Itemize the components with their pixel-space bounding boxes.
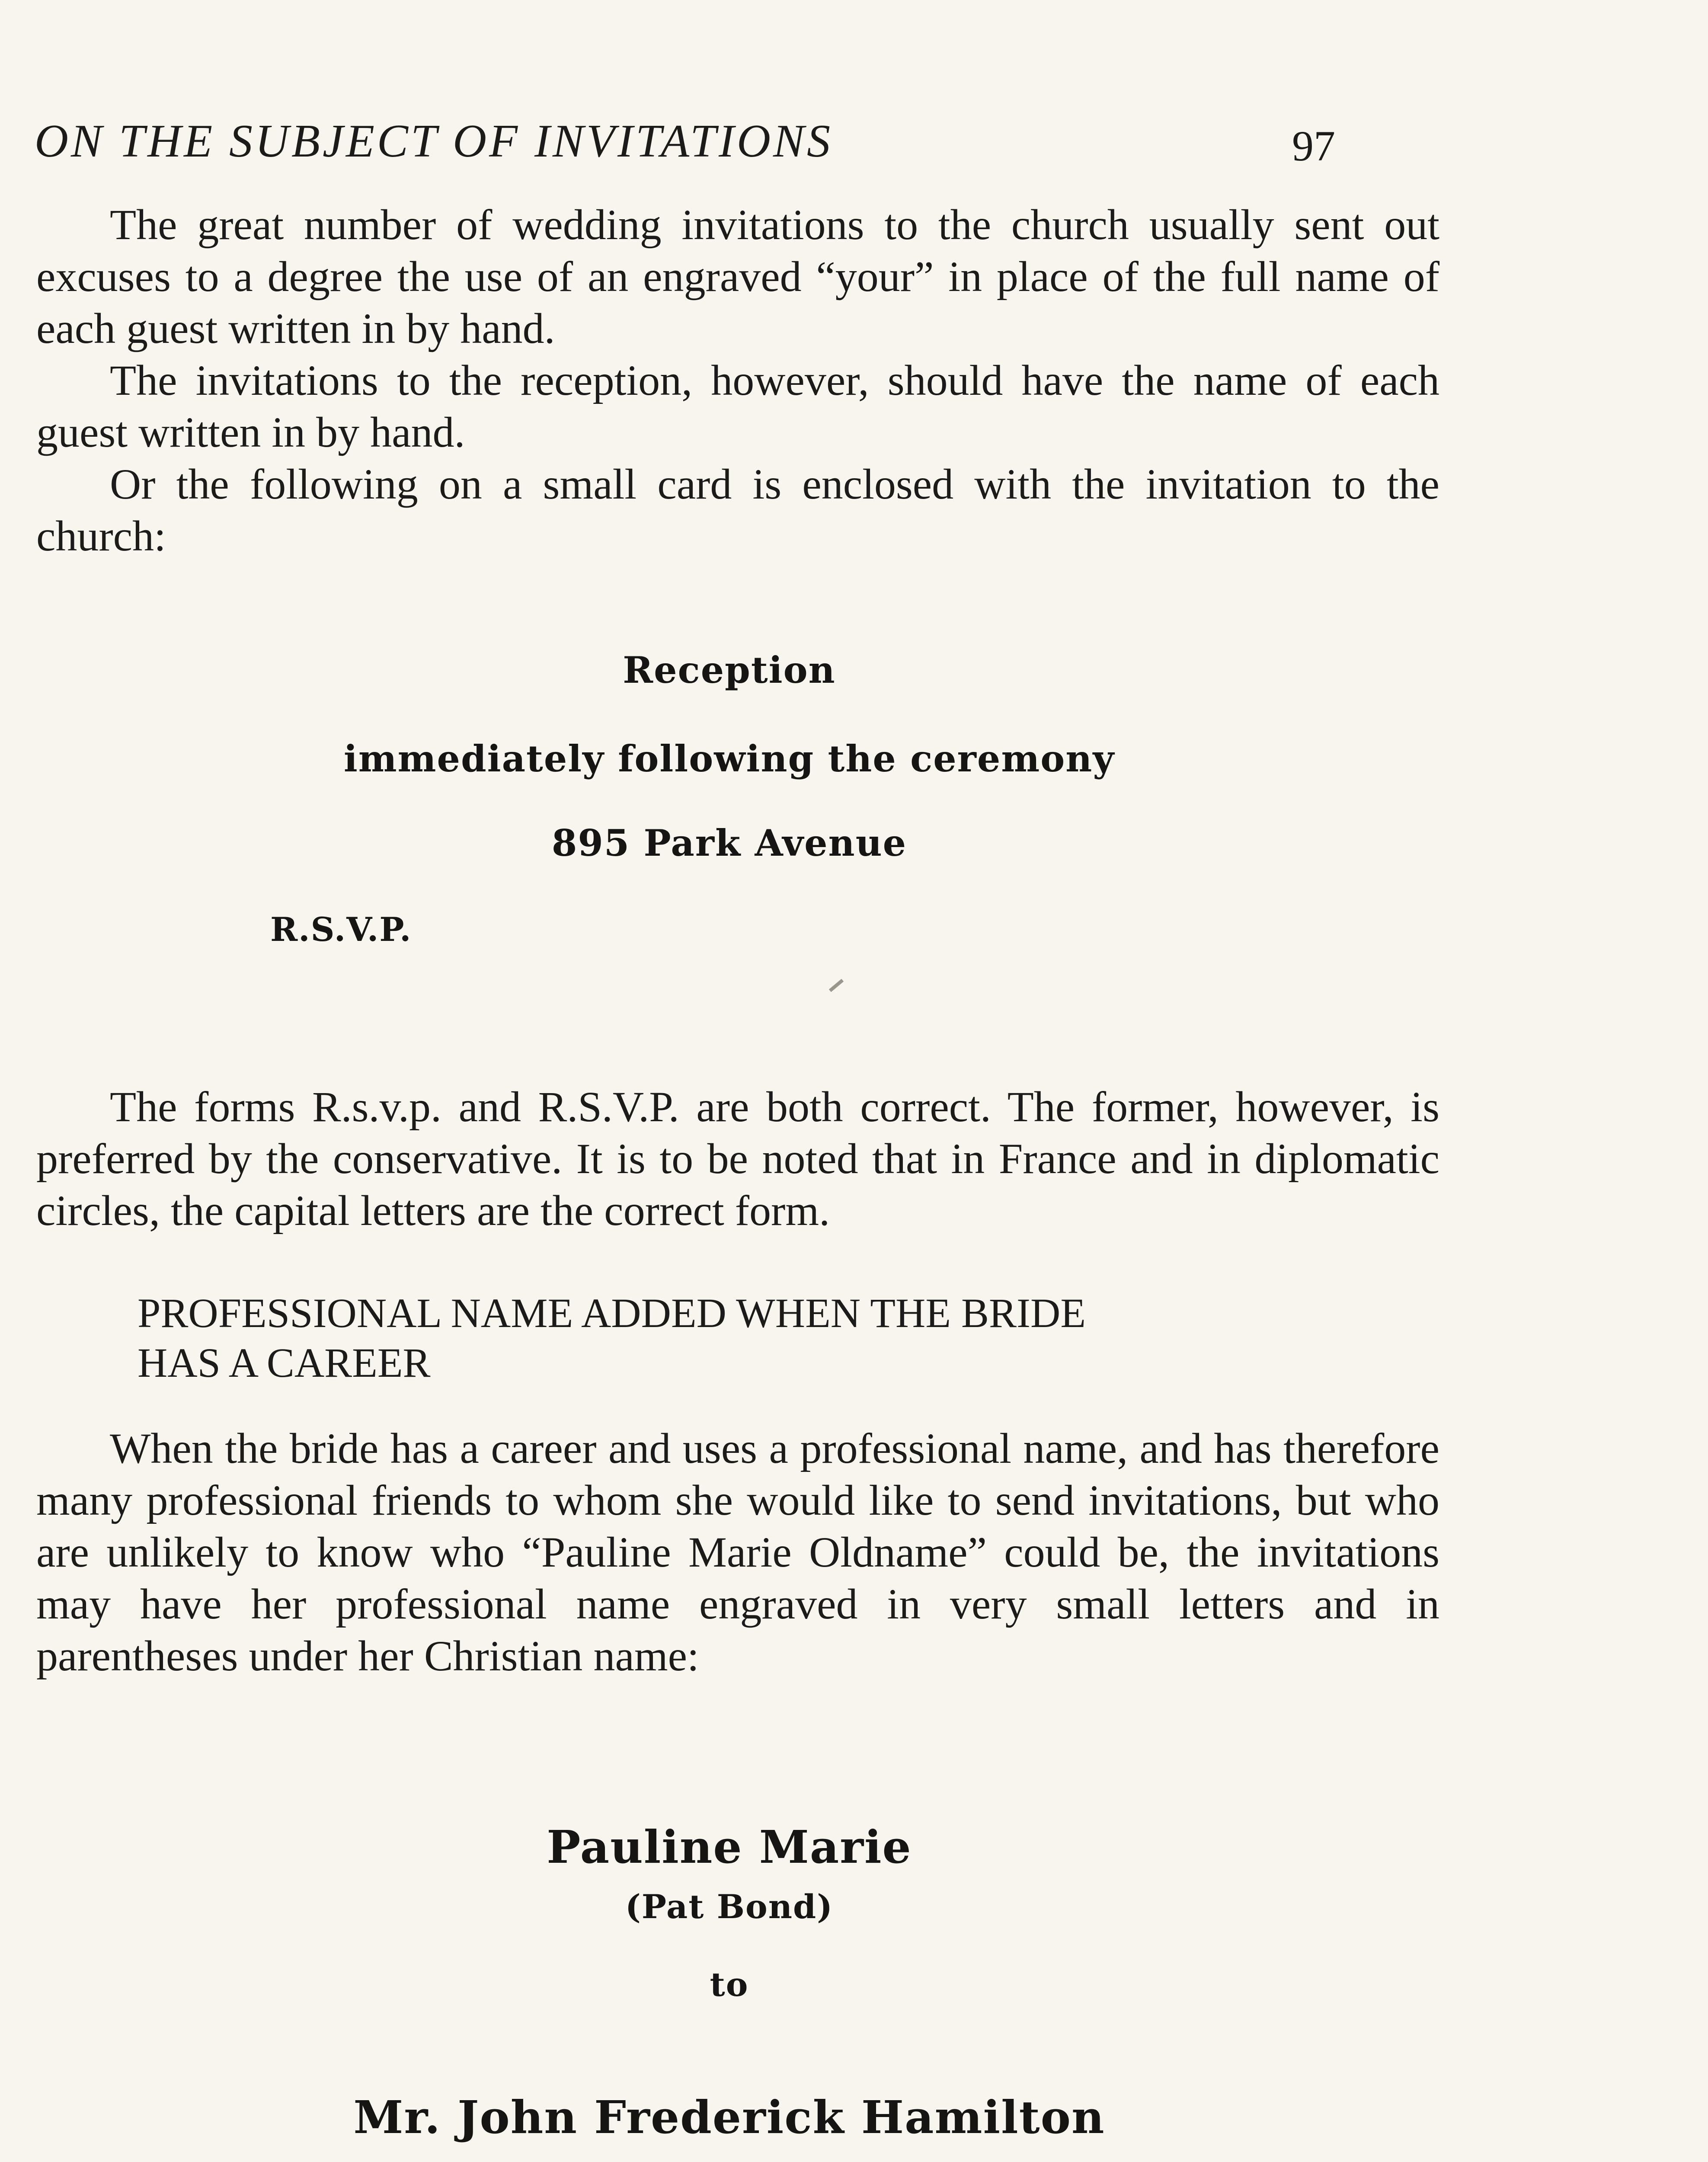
paper-speck — [829, 979, 844, 992]
page-number: 97 — [1292, 122, 1335, 170]
example-professional-name: (Pat Bond) — [625, 1887, 834, 1926]
card-reception-title: Reception — [623, 649, 836, 691]
paragraph-rsvp-forms: The forms R.s.v.p. and R.S.V.P. are both correct. The former, however, is preferred by the conservative. It is to be noted that in France and in diplomatic circles, the capital letters are the correct form. — [36, 1083, 1439, 1235]
paragraph-small-card: Or the following on a small card is enclosed with the invitation to the church: — [36, 460, 1439, 560]
example-connector: to — [710, 1965, 749, 2004]
paragraph-professional-name: When the bride has a career and uses a professional name, and has therefore many professional friends to whom she would like to send invitations, but who are unlikely to know who “Pauline Marie Oldname” could be, the invitations may have her professional name engraved in very small letters and in parentheses under her Christian name: — [36, 1424, 1439, 1680]
card-rsvp: R.S.V.P. — [270, 910, 412, 949]
running-head: ON THE SUBJECT OF INVITATIONS — [35, 115, 833, 167]
section-heading-line-2: HAS A CAREER — [138, 1340, 431, 1386]
paragraph-reception-names: The invitations to the reception, however, should have the name of each guest written in by hand. — [36, 356, 1439, 456]
example-bride-name: Pauline Marie — [547, 1820, 912, 1874]
paragraph-engraved-your: The great number of wedding invitations to the church usually sent out excuses to a degree the use of an engraved “your” in place of the full name of each guest written in by hand. — [36, 201, 1439, 352]
card-following-ceremony: immediately following the ceremony — [343, 737, 1115, 780]
card-address: 895 Park Avenue — [551, 822, 907, 864]
example-groom-name: Mr. John Frederick Hamilton — [353, 2091, 1105, 2144]
section-heading-line-1: PROFESSIONAL NAME ADDED WHEN THE BRIDE — [138, 1290, 1086, 1336]
